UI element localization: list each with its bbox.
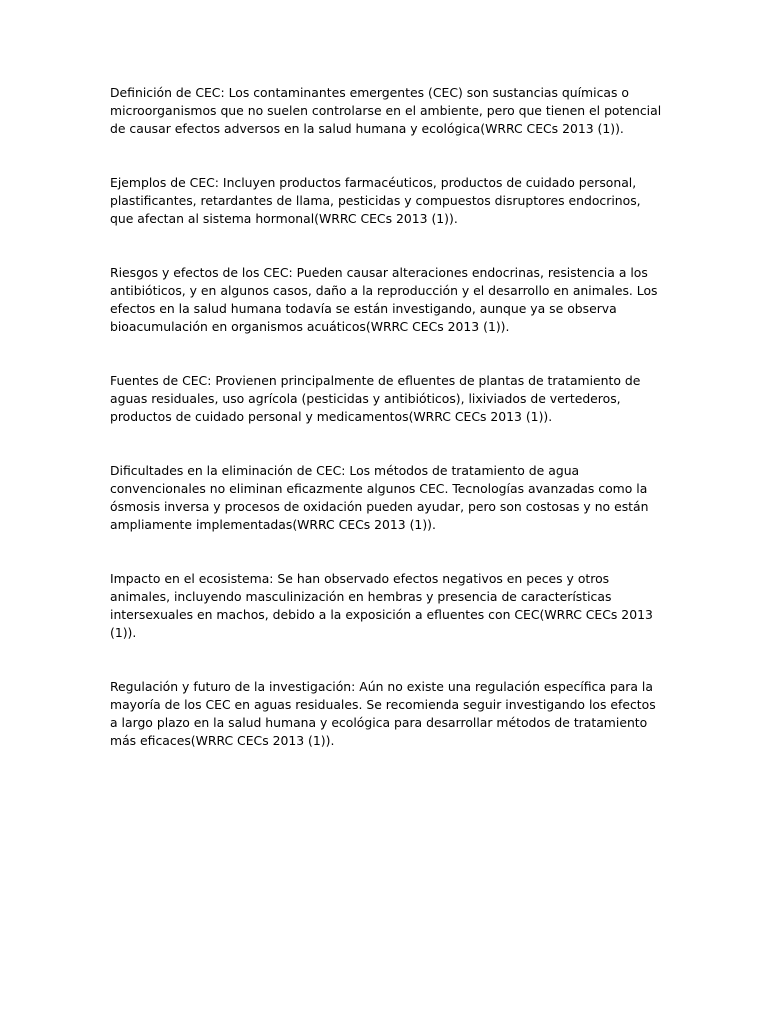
paragraph-ejemplos: Ejemplos de CEC: Incluyen productos farmacéuticos, productos de cuidado personal, plastificantes, retardantes de llama, pesticidas y compuestos disruptores endocrinos, que afectan al sistema hormonal(WRRC CECs 2013 (1)).: [110, 175, 641, 226]
paragraph-regulacion: Regulación y futuro de la investigación: Aún no existe una regulación específica para la mayoría de los CEC en aguas residuales. Se recomienda seguir investigando los efectos a largo plazo en la salud humana y ecológica para desarrollar métodos de tratamiento más eficaces(WRRC CECs 2013 (1)).: [110, 679, 656, 748]
paragraph-fuentes: Fuentes de CEC: Provienen principalmente de efluentes de plantas de tratamiento de aguas residuales, uso agrícola (pesticidas y antibióticos), lixiviados de vertederos, productos de cuidado personal y medicamentos(WRRC CECs 2013 (1)).: [110, 373, 641, 424]
paragraph-definicion: Definición de CEC: Los contaminantes emergentes (CEC) son sustancias químicas o microorganismos que no suelen controlarse en el ambiente, pero que tienen el potencial de causar efectos adversos en la salud humana y ecológica(WRRC CECs 2013 (1)).: [110, 85, 662, 136]
paragraph-dificultades: Dificultades en la eliminación de CEC: Los métodos de tratamiento de agua convencionales no eliminan eficazmente algunos CEC. Tecnologías avanzadas como la ósmosis inversa y procesos de oxidación pueden ayudar, pero son costosas y no están ampliamente implementadas(WRRC CECs 2013 (1)).: [110, 463, 649, 532]
paragraph-riesgos: Riesgos y efectos de los CEC: Pueden causar alteraciones endocrinas, resistencia a los antibióticos, y en algunos casos, daño a la reproducción y el desarrollo en animales. Los efectos en la salud humana todavía se están investigando, aunque ya se observa bioacumulación en organismos acuáticos(WRRC CECs 2013 (1)).: [110, 265, 658, 334]
paragraph-impacto: Impacto en el ecosistema: Se han observado efectos negativos en peces y otros animales, incluyendo masculinización en hembras y presencia de características intersexuales en machos, debido a la exposición a efluentes con CEC(WRRC CECs 2013 (1)).: [110, 571, 653, 640]
document-body: [110, 84, 662, 786]
